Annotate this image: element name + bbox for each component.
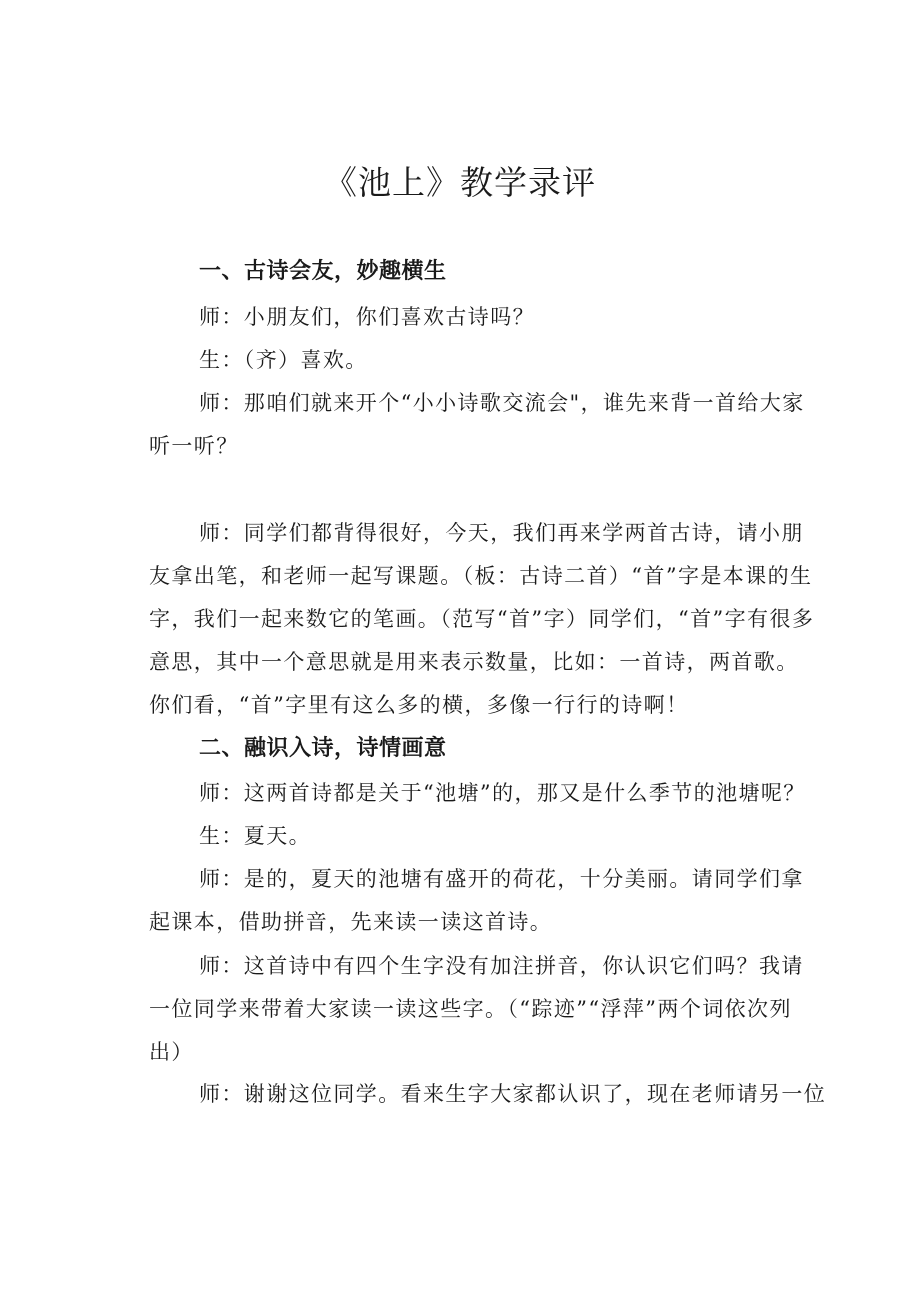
section-heading-2: 二、融识入诗，诗情画意 — [199, 736, 447, 761]
section-heading-1: 一、古诗会友，妙趣横生 — [199, 259, 447, 284]
paragraph: 师：那咱们就来开个“小小诗歌交流会"，谁先来背一首给大家听一听？ — [149, 391, 805, 458]
paragraph: 生：夏天。 — [199, 824, 311, 848]
paragraph: 师：是的，夏天的池塘有盛开的荷花，十分美丽。请同学们拿起课本，借助拼音，先来读一读这首诗。 — [149, 867, 804, 934]
document-title: 《池上》教学录评 — [324, 163, 596, 202]
paragraph: 师：谢谢这位同学。看来生字大家都认识了，现在老师请另一位 — [199, 1082, 827, 1106]
paragraph: 师：小朋友们，你们喜欢古诗吗？ — [199, 305, 535, 329]
paragraph: 师：同学们都背得很好，今天，我们再来学两首古诗，请小朋友拿出笔，和老师一起写课题。（板：古诗二首）“首”字是本课的生字，我们一起来数它的笔画。（范写“首”字）同学们，“首”字有很多意思，其中一个意思就是用来表示数量，比如：一首诗，两首歌。你们看，“首”字里有这么多的横，多像一行行的诗啊！ — [149, 521, 815, 717]
paragraph: 师：这首诗中有四个生字没有加注拼音，你认识它们吗？我请一位同学来带着大家读一读这些字。（“踪迹”“浮萍”两个词依次列出） — [149, 954, 804, 1064]
paragraph: 生：（齐）喜欢。 — [199, 348, 368, 372]
paragraph: 师：这两首诗都是关于“池塘”的，那又是什么季节的池塘呢？ — [199, 781, 806, 805]
